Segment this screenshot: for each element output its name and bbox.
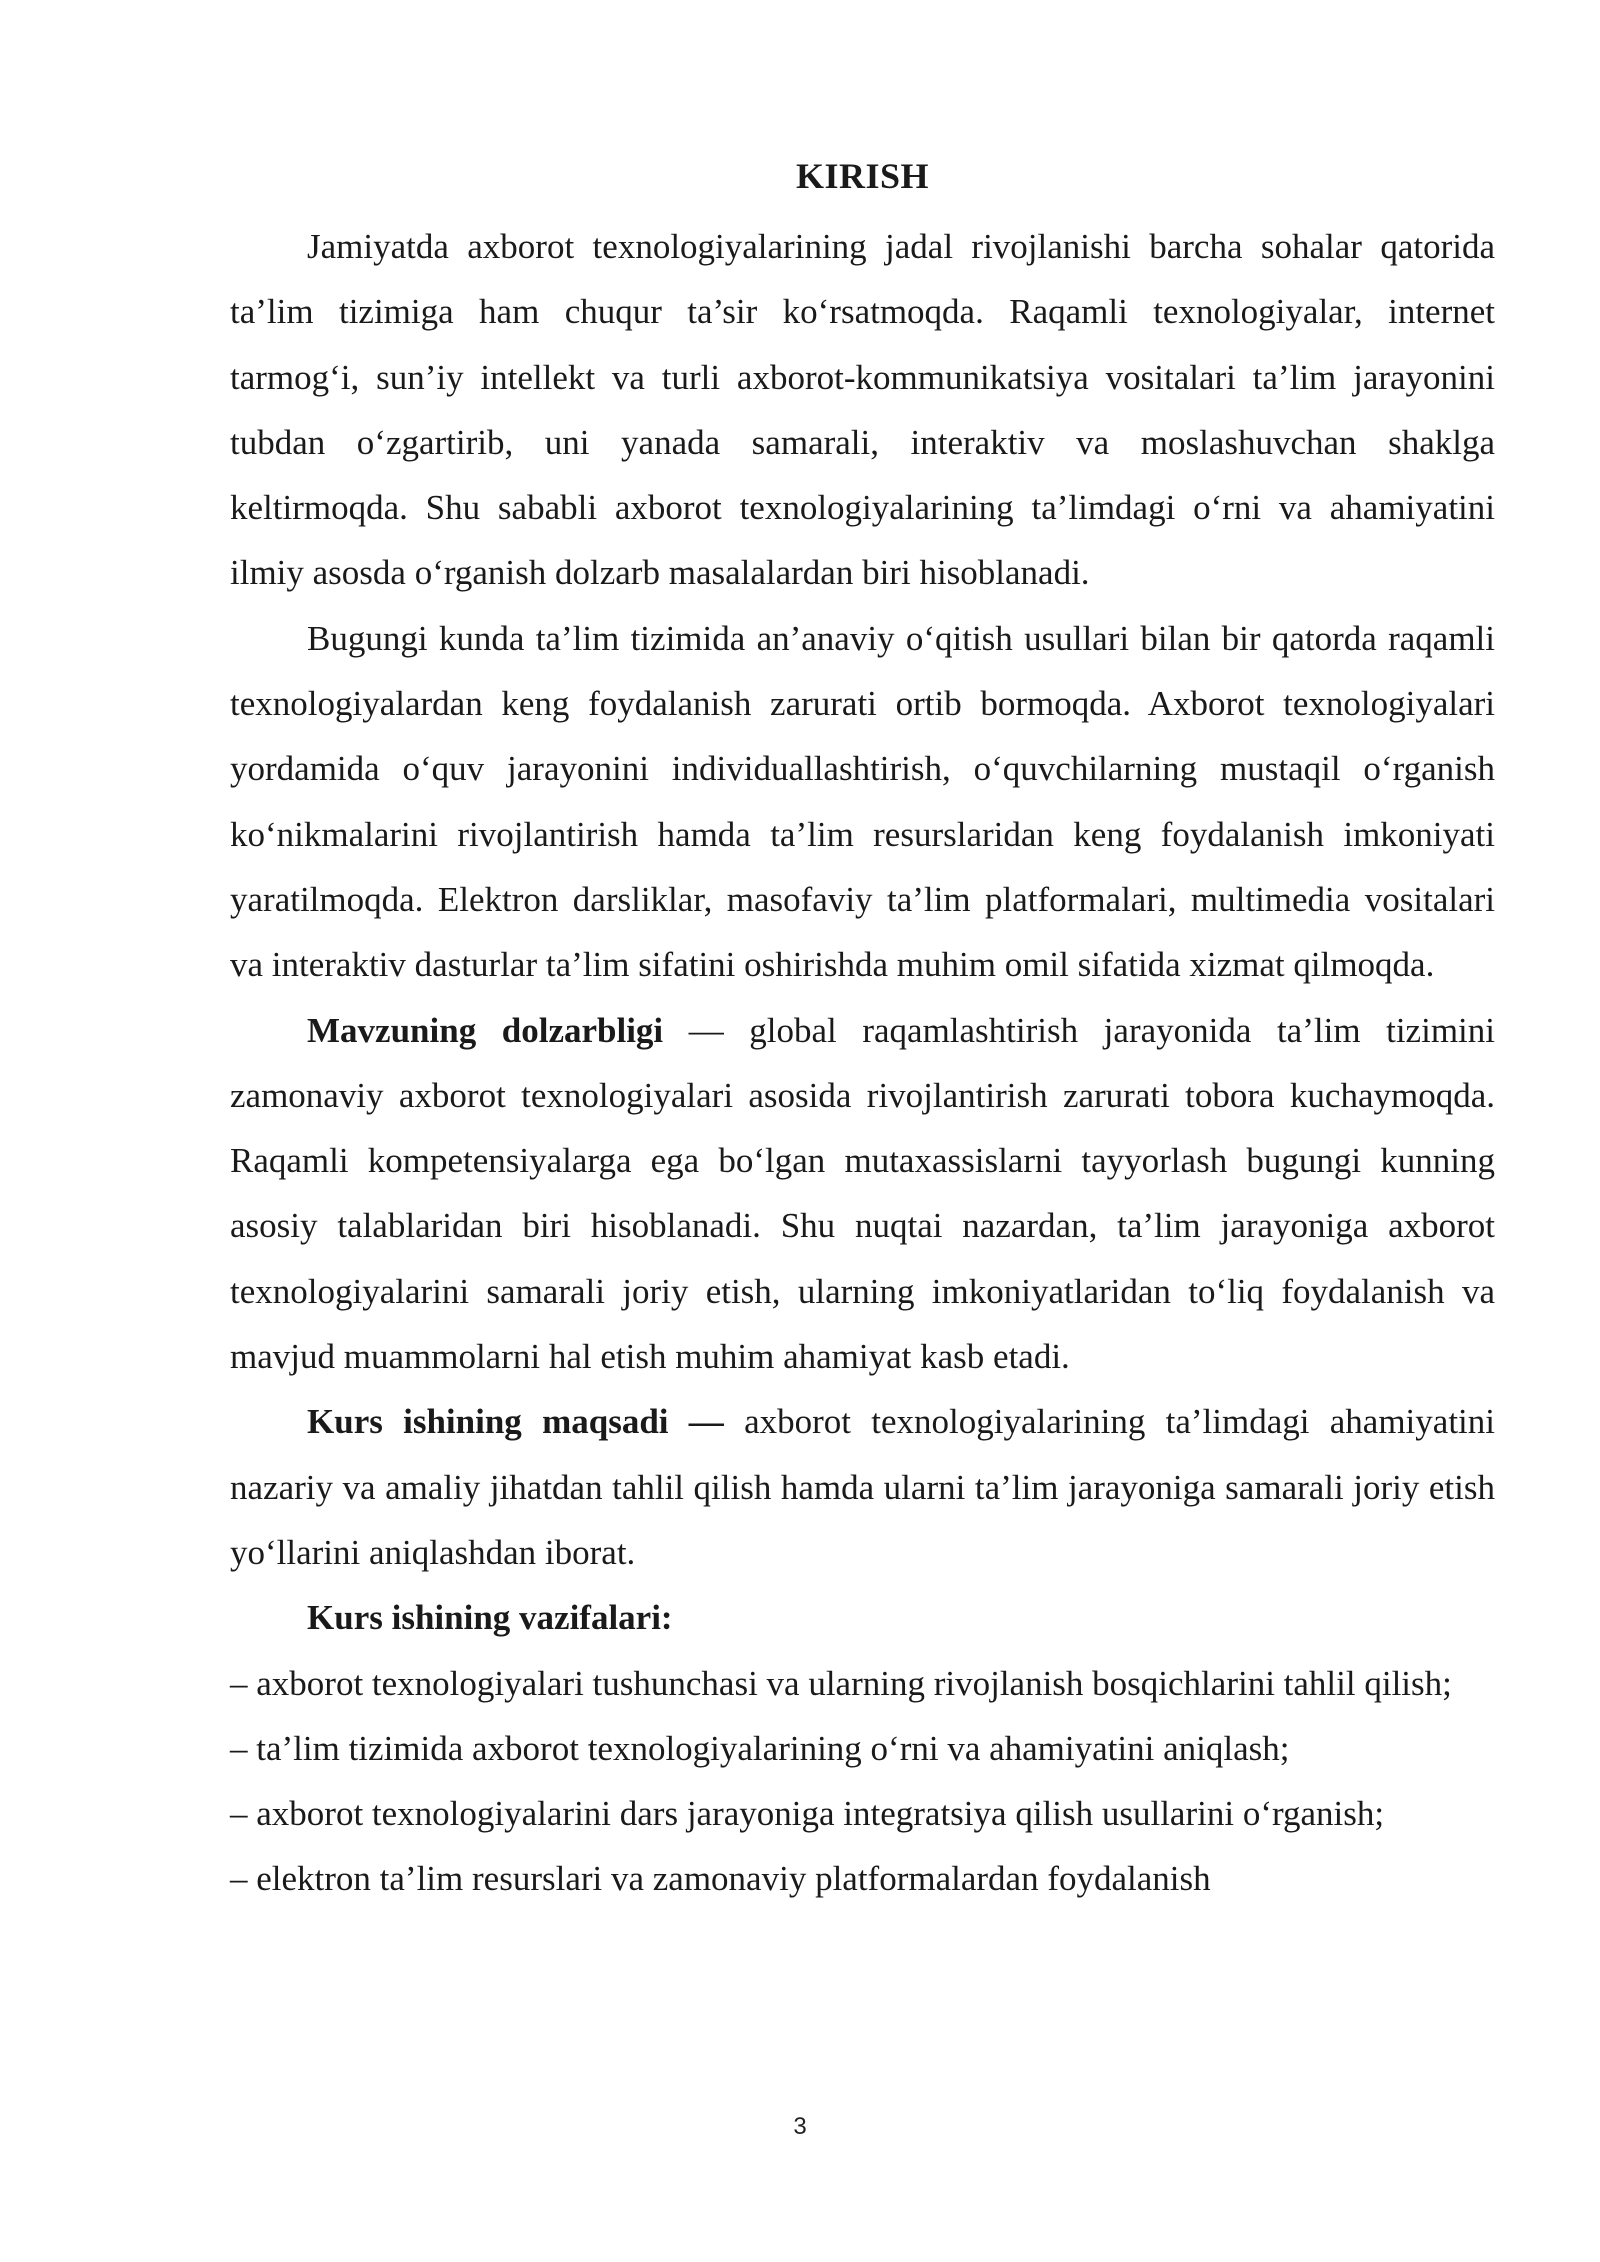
intro-paragraph-2: Bugungi kunda ta’lim tizimida an’anaviy o‘qitish usullari bilan bir qatorda raqamli texnologiyalardan keng foydalanish zarurati ortib bormoqda. Axborot texnologiyalari yordamida o‘quv jarayonini individuallashtirish, o‘quvchilarning mustaqil o‘rganish ko‘nikmalarini rivojlantirish hamda ta’lim resurslaridan keng foydalanish imkoniyati yaratilmoqda. Elektron darsliklar, masofaviy ta’lim platformalari, multimedia vositalari va interaktiv dasturlar ta’lim sifatini oshirishda muhim omil sifatida xizmat qilmoqda. (230, 618, 1495, 985)
relevance-paragraph (230, 998, 1495, 1390)
relevance-text: — global raqamlashtirish jarayonida ta’lim tizimini zamonaviy axborot texnologiyalari asosida rivojlantirish zarurati tobora kuchaymoqda. Raqamli kompetensiyalarga ega bo‘lgan mutaxassislarni tayyorlash bugungi kunning asosiy talablaridan biri hisoblanadi. Shu nuqtai nazardan, ta’lim jarayoniga axborot texnologiyalarini samarali joriy etish, ularning imkoniyatlaridan to‘liq foydalanish va mavjud muammolarni hal etish muhim ahamiyat kasb etadi. (230, 1010, 1495, 1377)
task-item: – axborot texnologiyalari tushunchasi va ularning rivojlanish bosqichlarini tahlil qilish; (230, 1663, 1452, 1703)
tasks-heading-paragraph (230, 1585, 1495, 1650)
page-number: 3 (793, 2113, 807, 2140)
section-title: KIRISH (795, 156, 930, 196)
relevance-label: Mavzuning dolzarbligi (307, 1010, 664, 1050)
task-item: – elektron ta’lim resurslari va zamonaviy platformalardan foydalanish (230, 1859, 1211, 1899)
goal-paragraph (230, 1389, 1495, 1585)
goal-label: Kurs ishining maqsadi — (307, 1402, 724, 1442)
task-item: – axborot texnologiyalarini dars jarayoniga integratsiya qilish usullarini o‘rganish; (230, 1794, 1385, 1834)
tasks-label: Kurs ishining vazifalari: (307, 1598, 673, 1638)
document-page (230, 150, 1495, 1912)
intro-paragraph-1: Jamiyatda axborot texnologiyalarining jadal rivojlanishi barcha sohalar qatorida ta’lim tizimiga ham chuqur ta’sir ko‘rsatmoqda. Raqamli texnologiyalar, internet tarmog‘i, sun’iy intellekt va turli axborot-kommunikatsiya vositalari ta’lim jarayonini tubdan o‘zgartirib, uni yanada samarali, interaktiv va moslashuvchan shaklga keltirmoqda. Shu sababli axborot texnologiyalarining ta’limdagi o‘rni va ahamiyatini ilmiy asosda o‘rganish dolzarb masalalardan biri hisoblanadi. (230, 227, 1495, 593)
task-item: – ta’lim tizimida axborot texnologiyalarining o‘rni va ahamiyatini aniqlash; (230, 1728, 1290, 1768)
goal-text: axborot texnologiyalarining ta’limdagi ahamiyatini nazariy va amaliy jihatdan tahlil qilish hamda ularni ta’lim jarayoniga samarali joriy etish yo‘llarini aniqlashdan iborat. (230, 1402, 1495, 1572)
